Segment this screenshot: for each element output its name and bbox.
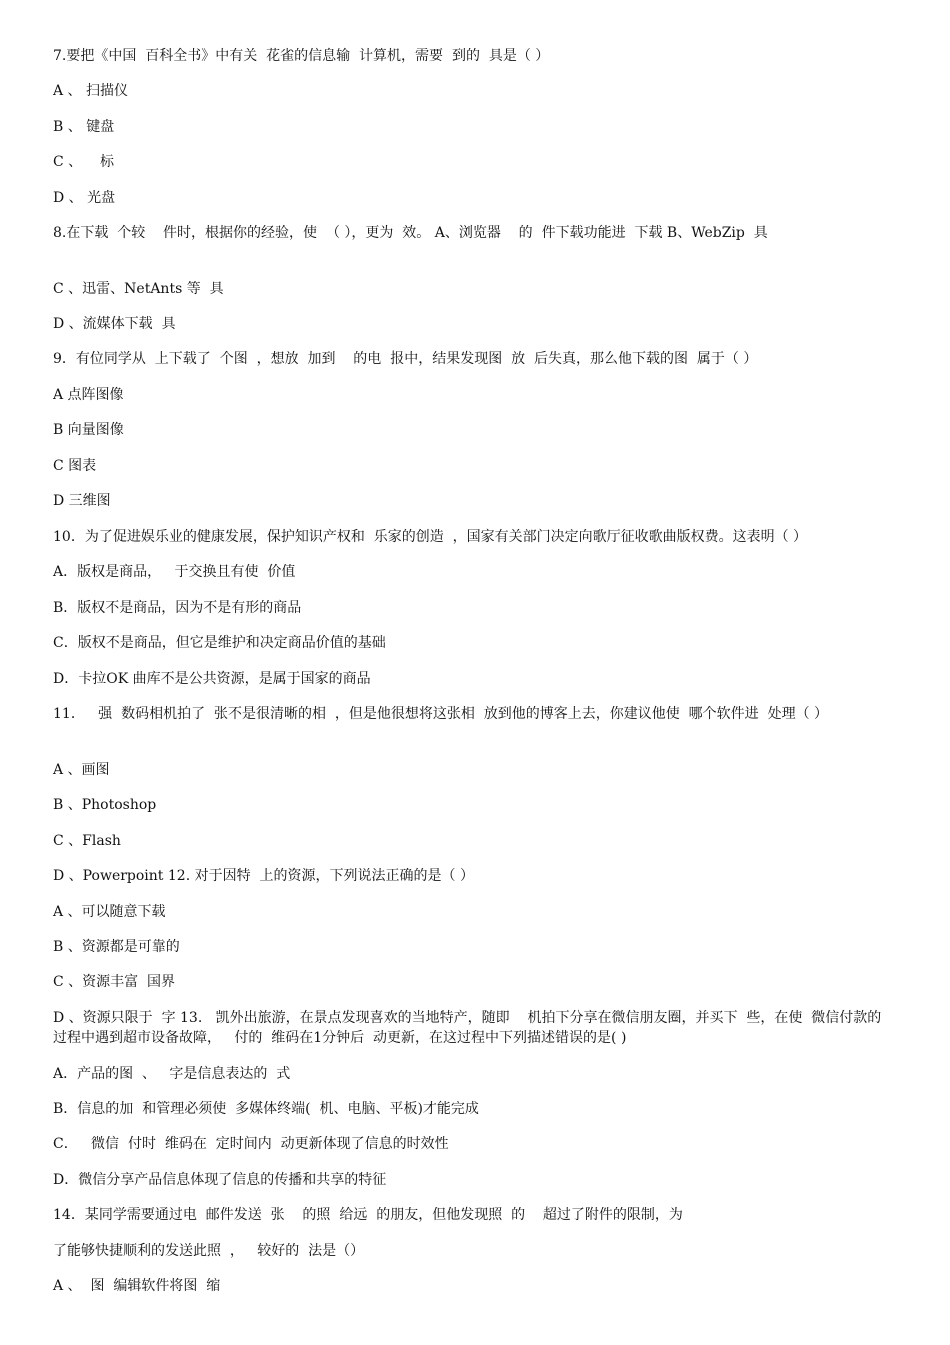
q9-option-b: B 向量图像 <box>53 422 124 438</box>
q9-option-a: A 点阵图像 <box>53 387 124 403</box>
q10-option-c: C．版权不是商品，但它是维护和决定商品价值的基础 <box>53 635 386 651</box>
q12-option-c: C 、资源丰富 国界 <box>53 974 176 990</box>
q13-option-c: C． 微信 付时 维码在 定时间内 动更新体现了信息的时效性 <box>53 1136 449 1152</box>
q7-option-b: B 、 键盘 <box>53 119 115 135</box>
q11-option-d-question-12: D 、Powerpoint 12. 对于因特 上的资源，下列说法正确的是（ ） <box>53 868 474 884</box>
q12-option-a: A 、可以随意下载 <box>53 904 166 920</box>
q13-option-d: D．微信分享产品信息体现了信息的传播和共享的特征 <box>53 1172 387 1188</box>
q10-option-b: B．版权不是商品，因为不是有形的商品 <box>53 600 302 616</box>
q9-option-d: D 三维图 <box>53 493 111 509</box>
q7-option-d: D 、 光盘 <box>53 190 116 206</box>
q10-option-d: D．卡拉OK 曲库不是公共资源，是属于国家的商品 <box>53 671 371 687</box>
q11-option-a: A 、画图 <box>53 762 110 778</box>
q7-option-a: A 、 扫描仪 <box>53 83 129 99</box>
q13-option-b: B．信息的加 和管理必须使 多媒体终端( 机、电脑、平板)才能完成 <box>53 1101 479 1117</box>
q8-option-c: C 、迅雷、NetAnts 等 具 <box>53 281 224 297</box>
question-14-continued: 了能够快捷顺利的发送此照 ， 较好的 法是（） <box>53 1243 365 1259</box>
q12-option-b: B 、资源都是可靠的 <box>53 939 180 955</box>
q14-option-a: A 、 图 编辑软件将图 缩 <box>53 1278 221 1294</box>
question-11: 11． 强 数码相机拍了 张不是很清晰的相 ，但是他很想将这张相 放到他的博客上去，你建议他使 哪个软件进 处理（ ） <box>53 706 829 722</box>
question-9: 9．有位同学从 上下载了 个图 ，想放 加到 的电 报中，结果发现图 放 后失真，那么他下载的图 属于（ ） <box>53 351 758 367</box>
question-14: 14．某同学需要通过电 邮件发送 张 的照 给远 的朋友，但他发现照 的 超过了附件的限制，为 <box>53 1207 683 1223</box>
question-7: 7.要把《中国 百科全书》中有关 花雀的信息输 计算机，需要 到的 具是（ ） <box>53 48 550 64</box>
q11-option-c: C 、Flash <box>53 833 121 849</box>
q8-option-d: D 、流媒体下载 具 <box>53 316 176 332</box>
question-8: 8.在下载 个较 件时，根据你的经验，使 （ ），更为 效。 A、浏览器 的 件下载功能进 下载 B、WebZip 具 <box>53 225 768 241</box>
q10-option-a: A．版权是商品， 于交换且有使 价值 <box>53 564 296 580</box>
q12-option-d-question-13: D 、资源只限于 字 13. 凯外出旅游，在景点发现喜欢的当地特产，随即 机拍下分享在微信朋友圈，并买下 些，在使 微信付款的过程中遇到超市设备故障， 付的 维码在1分钟后 动更新，在这过程中下列描述错误的是( ) <box>53 1010 882 1046</box>
q7-option-c: C 、 标 <box>53 154 114 170</box>
q11-option-b: B 、Photoshop <box>53 797 157 813</box>
q13-option-a: A．产品的图 、 字是信息表达的 式 <box>53 1066 291 1082</box>
q9-option-c: C 图表 <box>53 458 97 474</box>
question-10: 10．为了促进娱乐业的健康发展，保护知识产权和 乐家的创造 ，国家有关部门决定向歌厅征收歌曲版权费。这表明（ ） <box>53 529 808 545</box>
